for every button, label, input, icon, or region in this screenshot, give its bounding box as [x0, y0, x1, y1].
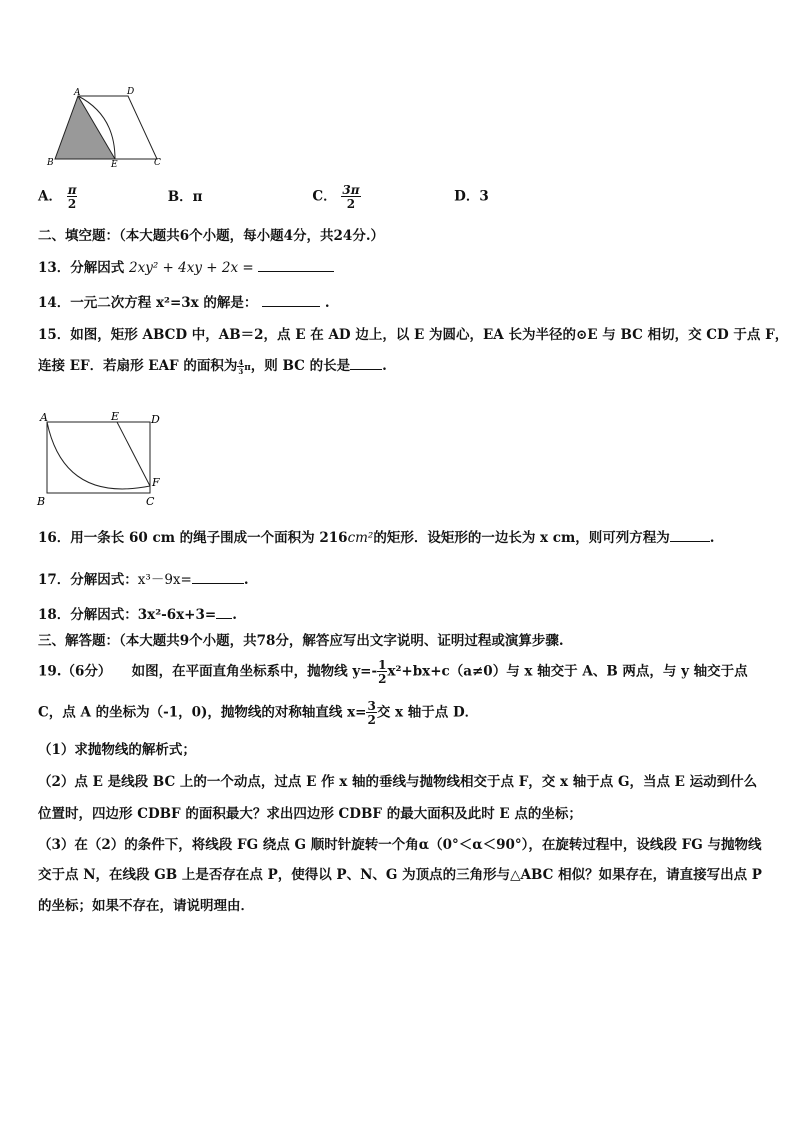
- question-17: [38, 568, 249, 588]
- q15-line-2: [38, 354, 387, 375]
- fig1-label-a: A: [74, 88, 81, 98]
- q16-text: 16．用一条长 60 cm 的绳子围成一个面积为 216: [38, 530, 348, 546]
- fig1-label-b: B: [47, 158, 54, 168]
- rectangle-arc-figure: [34, 408, 169, 508]
- q19-part-3-line-3: 的坐标；如果不存在，请说明理由．: [38, 898, 254, 914]
- q19-part-1: （1）求抛物线的解析式；: [38, 742, 196, 758]
- question-16: [38, 526, 715, 546]
- option-c-denominator: 2: [346, 197, 356, 211]
- fig1-label-e: E: [111, 160, 118, 169]
- option-b[interactable]: B．π: [167, 188, 203, 205]
- q12-options: [38, 184, 489, 210]
- q19-part-2-line-2: 位置时，四边形 CDBF 的面积最大？求出四边形 CDBF 的最大面积及此时 E 点的坐标；: [38, 806, 582, 822]
- q19-line2-end: 交 x 轴于点 D．: [376, 704, 479, 721]
- option-a-denominator: 2: [67, 197, 77, 211]
- option-d[interactable]: D．3: [454, 188, 489, 205]
- q18-text: 18．分解因式：3x²-6x+3=: [38, 607, 217, 623]
- section-3-heading: 三、解答题：（本大题共9个小题，共78分，解答应写出文字说明、证明过程或演算步骤.: [38, 633, 564, 649]
- q15-answer-blank[interactable]: [350, 357, 382, 370]
- q16-end: .: [709, 530, 715, 546]
- q14-suffix: .: [324, 295, 330, 311]
- q14-prefix: 14．一元二次方程 x²=3x 的解是：: [38, 295, 258, 311]
- fig2-label-c: C: [146, 495, 155, 508]
- q15-line2-mid: ，则 BC 的长是: [250, 358, 351, 374]
- q15-line2-end: .: [382, 358, 387, 374]
- option-a[interactable]: [38, 184, 163, 210]
- q17-answer-blank[interactable]: [192, 571, 244, 584]
- q18-answer-blank[interactable]: [216, 606, 232, 619]
- option-c[interactable]: [312, 184, 449, 210]
- fig2-label-a: A: [40, 411, 48, 424]
- question-13: [38, 256, 334, 276]
- q15-frac-tail: π: [244, 363, 251, 373]
- option-c-numerator: 3π: [342, 183, 360, 197]
- q19-line2-start: C，点 A 的坐标为（-1，0)，抛物线的对称轴直线 x=: [38, 704, 367, 721]
- q14-answer-blank[interactable]: [262, 294, 320, 307]
- parallelogram-figure: [40, 85, 170, 169]
- q13-prefix: 13．分解因式: [38, 260, 125, 276]
- q19-part-3-line-1: （3）在（2）的条件下，将线段 FG 绕点 G 顺时针旋转一个角α（0°＜α＜90°），在旋转过程中，设线段 FG 与抛物线: [38, 837, 762, 853]
- fig2-label-f: F: [152, 476, 160, 489]
- option-a-fraction: [67, 184, 78, 210]
- q19-line1-start: 19.（6分） 如图，在平面直角坐标系中，抛物线 y=-: [38, 663, 378, 680]
- option-a-numerator: π: [67, 183, 77, 197]
- q13-expression: 2xy² + 4xy + 2x =: [129, 260, 254, 276]
- q19-line-1: [38, 659, 748, 685]
- q15-frac-num: 4: [238, 357, 244, 367]
- q19-part-2-line-1: （2）点 E 是线段 BC 上的一个动点，过点 E 作 x 轴的垂线与抛物线相交于点 F，交 x 轴于点 G，当点 E 运动到什么: [38, 774, 758, 790]
- q19-part-3-line-2: 交于点 N，在线段 GB 上是否存在点 P，使得以 P、N、G 为顶点的三角形与△ABC 相似？如果存在，请直接写出点 P: [38, 867, 762, 883]
- fig1-label-d: D: [127, 87, 135, 97]
- q18-end: .: [232, 607, 237, 623]
- q19-line1-end: x²+bx+c（a≠0）与 x 轴交于 A、B 两点，与 y 轴交于点: [387, 663, 748, 680]
- q19-frac1-den: 2: [378, 672, 387, 686]
- fig2-label-e: E: [111, 410, 120, 423]
- q19-frac2-num: 3: [367, 699, 376, 713]
- fig2-label-b: B: [37, 495, 46, 508]
- option-a-label: A．: [38, 188, 62, 205]
- q16-answer-blank[interactable]: [670, 529, 710, 542]
- question-14: [38, 291, 330, 311]
- fig2-label-d: D: [151, 413, 160, 426]
- q19-frac2-den: 2: [367, 713, 376, 727]
- q16-text-2: 的矩形．设矩形的一边长为 x cm，则可列方程为: [373, 530, 670, 546]
- q17-prefix: 17．分解因式：: [38, 572, 138, 588]
- q15-line-1: 15．如图，矩形 ABCD 中，AB＝2，点 E 在 AD 边上，以 E 为圆心，EA 长为半径的⊙E 与 BC 相切，交 CD 于点 F，: [38, 327, 789, 343]
- q16-unit: cm²: [347, 530, 374, 546]
- q17-expression: x³－9x=: [137, 572, 192, 588]
- q19-fraction-2: [366, 700, 376, 726]
- option-c-label: C．: [312, 188, 337, 205]
- option-c-fraction: [341, 184, 360, 210]
- section-2-heading: 二、填空题：（本大题共6个小题，每小题4分，共24分.）: [38, 228, 385, 244]
- q17-end: .: [243, 572, 249, 588]
- q19-frac1-num: 1: [378, 658, 387, 672]
- q13-answer-blank[interactable]: [258, 259, 334, 272]
- q15-line2-start: 连接 EF．若扇形 EAF 的面积为: [38, 358, 238, 374]
- q15-frac-den: 3: [238, 366, 244, 376]
- q19-fraction-1: [377, 659, 387, 685]
- question-18: [38, 603, 237, 623]
- fig1-label-c: C: [154, 158, 161, 168]
- q19-line-2: [38, 700, 478, 726]
